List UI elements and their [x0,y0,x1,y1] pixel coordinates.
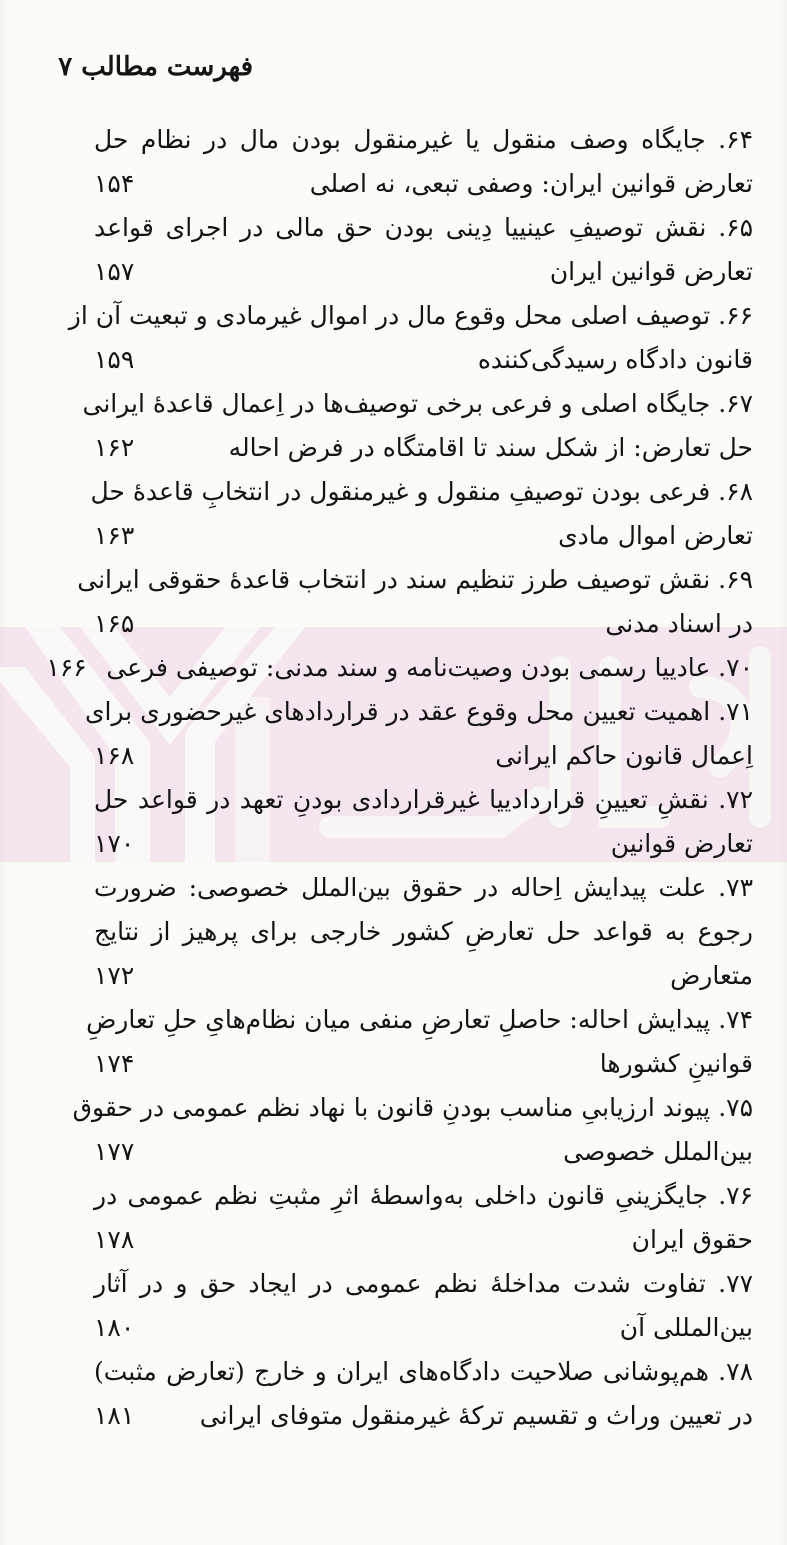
toc-entry-line: ۷۲. نقشِ تعیینِ قراردادییا غیرقراردادی بودنِ تعهد در قواعد حل [94,785,753,814]
toc-entry [94,118,753,206]
toc-entry-last-line [94,1394,753,1438]
toc-entry-last-line [94,1306,753,1350]
toc-entry-line: ۶۸. فرعی بودن توصیفِ منقول و غیرمنقول در انتخابِ قاعدهٔ حل [90,477,753,506]
toc-entry-last-line [94,1218,753,1262]
toc-entry-last-line [94,250,753,294]
toc-entry [46,646,753,690]
toc-entry [90,470,753,558]
toc-entry-last-line [94,514,753,558]
toc-entry-text: حقوق ایران [631,1225,753,1254]
toc-entry-text: حل تعارض: از شکل سند تا اقامتگاه در فرض احاله [228,433,753,462]
toc-entry-text: تعارض قوانین [610,829,753,858]
toc-entry-line: ۶۶. توصیف اصلی محل وقوع مال در اموال غیرمادی و تبعیت آن از [68,301,753,330]
table-of-contents [46,118,753,1438]
toc-entry-text: متعارض [670,961,753,990]
toc-entry-text: ۷۰. عادییا رسمی بودن وصیت‌نامه و سند مدنی: توصیفی فرعی [106,653,753,682]
toc-entry-last-line [94,162,753,206]
toc-entry-text: قانون دادگاه رسیدگی‌کننده [477,345,753,374]
toc-page-number: ۱۶۵ [94,609,135,638]
toc-entry-text: تعارض اموال مادی [558,521,753,550]
toc-entry-last-line [94,954,753,998]
toc-entry-text: در تعیین وراث و تقسیم ترکهٔ غیرمنقول متوفای ایرانی [199,1401,753,1430]
toc-page-number: ۱۸۰ [94,1313,135,1342]
toc-entry-line: ۷۴. پیدایش احاله: حاصلِ تعارضِ منفی میان نظام‌هایِ حلِ تعارضِ [86,1005,753,1034]
toc-entry-last-line [94,338,753,382]
toc-entry-last-line [94,822,753,866]
toc-entry [94,1174,753,1262]
toc-entry-text: تعارض قوانین ایران [549,257,753,286]
toc-page-number: ۱۷۸ [94,1225,135,1254]
toc-entry-line: ۷۸. هم‌پوشانی صلاحیت دادگاه‌های ایران و خارج (تعارض مثبت) [94,1357,753,1386]
toc-entry-line: ۷۶. جایگزینیِ قانون داخلی به‌واسطهٔ اثرِ مثبتِ نظم عمومی در [94,1181,753,1210]
toc-entry [84,690,753,778]
toc-entry-last-line [94,1130,753,1174]
toc-page-number: ۱۷۴ [94,1049,135,1078]
toc-page-number: ۱۵۹ [94,345,135,374]
toc-entry-text: تعارض قوانین ایران: وصفی تبعی، نه اصلی [309,169,753,198]
page-header: فهرست مطالب ۷ [58,52,253,82]
toc-page-number: ۱۶۶ [46,653,87,682]
toc-entry [94,1262,753,1350]
toc-entry [86,998,753,1086]
toc-entry-text: بین‌المللی آن [619,1313,753,1342]
toc-entry-text: بین‌الملل خصوصی [563,1137,753,1166]
toc-entry-line: ۶۵. نقش توصیفِ عینییا دِینی بودن حق مالی در اجرای قواعد [94,213,753,242]
toc-entry-text: قوانینِ کشورها [599,1049,753,1078]
toc-entry-last-line [94,1042,753,1086]
toc-page-number: ۱۷۲ [94,961,135,990]
toc-entry-last-line [46,646,753,690]
toc-entry [77,558,753,646]
toc-page-number: ۱۵۷ [94,257,135,286]
toc-entry [94,1350,753,1438]
toc-entry-line: رجوع به قواعد حل تعارضِ کشور خارجی برای پرهیز از نتایج [94,917,753,946]
toc-page-number: ۱۶۲ [94,433,135,462]
toc-entry-text: در اسناد مدنی [605,609,753,638]
toc-entry [82,382,753,470]
toc-entry-line: ۶۷. جایگاه اصلی و فرعی برخی توصیف‌ها در اِعمال قاعدهٔ ایرانی [82,389,753,418]
toc-entry-line: ۷۱. اهمیت تعیین محل وقوع عقد در قراردادهای غیرحضوری برای [84,697,753,726]
toc-page-number: ۱۸۱ [94,1401,135,1430]
toc-entry-line: ۷۳. علت پیدایش اِحاله در حقوق بین‌الملل خصوصی: ضرورت [94,873,753,902]
toc-page-number: ۱۶۸ [94,741,135,770]
toc-entry-last-line [94,602,753,646]
toc-entry-line: ۶۴. جایگاه وصف منقول یا غیرمنقول بودن مال در نظام حل [94,125,753,154]
toc-entry [94,866,753,998]
toc-entry [94,778,753,866]
toc-entry-text: اِعمال قانون حاکم ایرانی [495,741,753,770]
toc-page-number: ۱۷۰ [94,829,135,858]
toc-entry-line: ۶۹. نقش توصیف طرز تنظیم سند در انتخاب قاعدهٔ حقوقی ایرانی [77,565,753,594]
toc-entry-last-line [94,426,753,470]
toc-entry-last-line [94,734,753,778]
toc-entry-line: ۷۷. تفاوت شدت مداخلهٔ نظم عمومی در ایجاد حق و در آثار [94,1269,753,1298]
toc-entry-line: ۷۵. پیوند ارزیابیِ مناسب بودنِ قانون با نهاد نظم عمومی در حقوق [72,1093,753,1122]
toc-entry [94,206,753,294]
toc-page-number: ۱۷۷ [94,1137,135,1166]
toc-page-number: ۱۵۴ [94,169,135,198]
toc-entry [72,1086,753,1174]
toc-page-number: ۱۶۳ [94,521,135,550]
toc-entry [68,294,753,382]
